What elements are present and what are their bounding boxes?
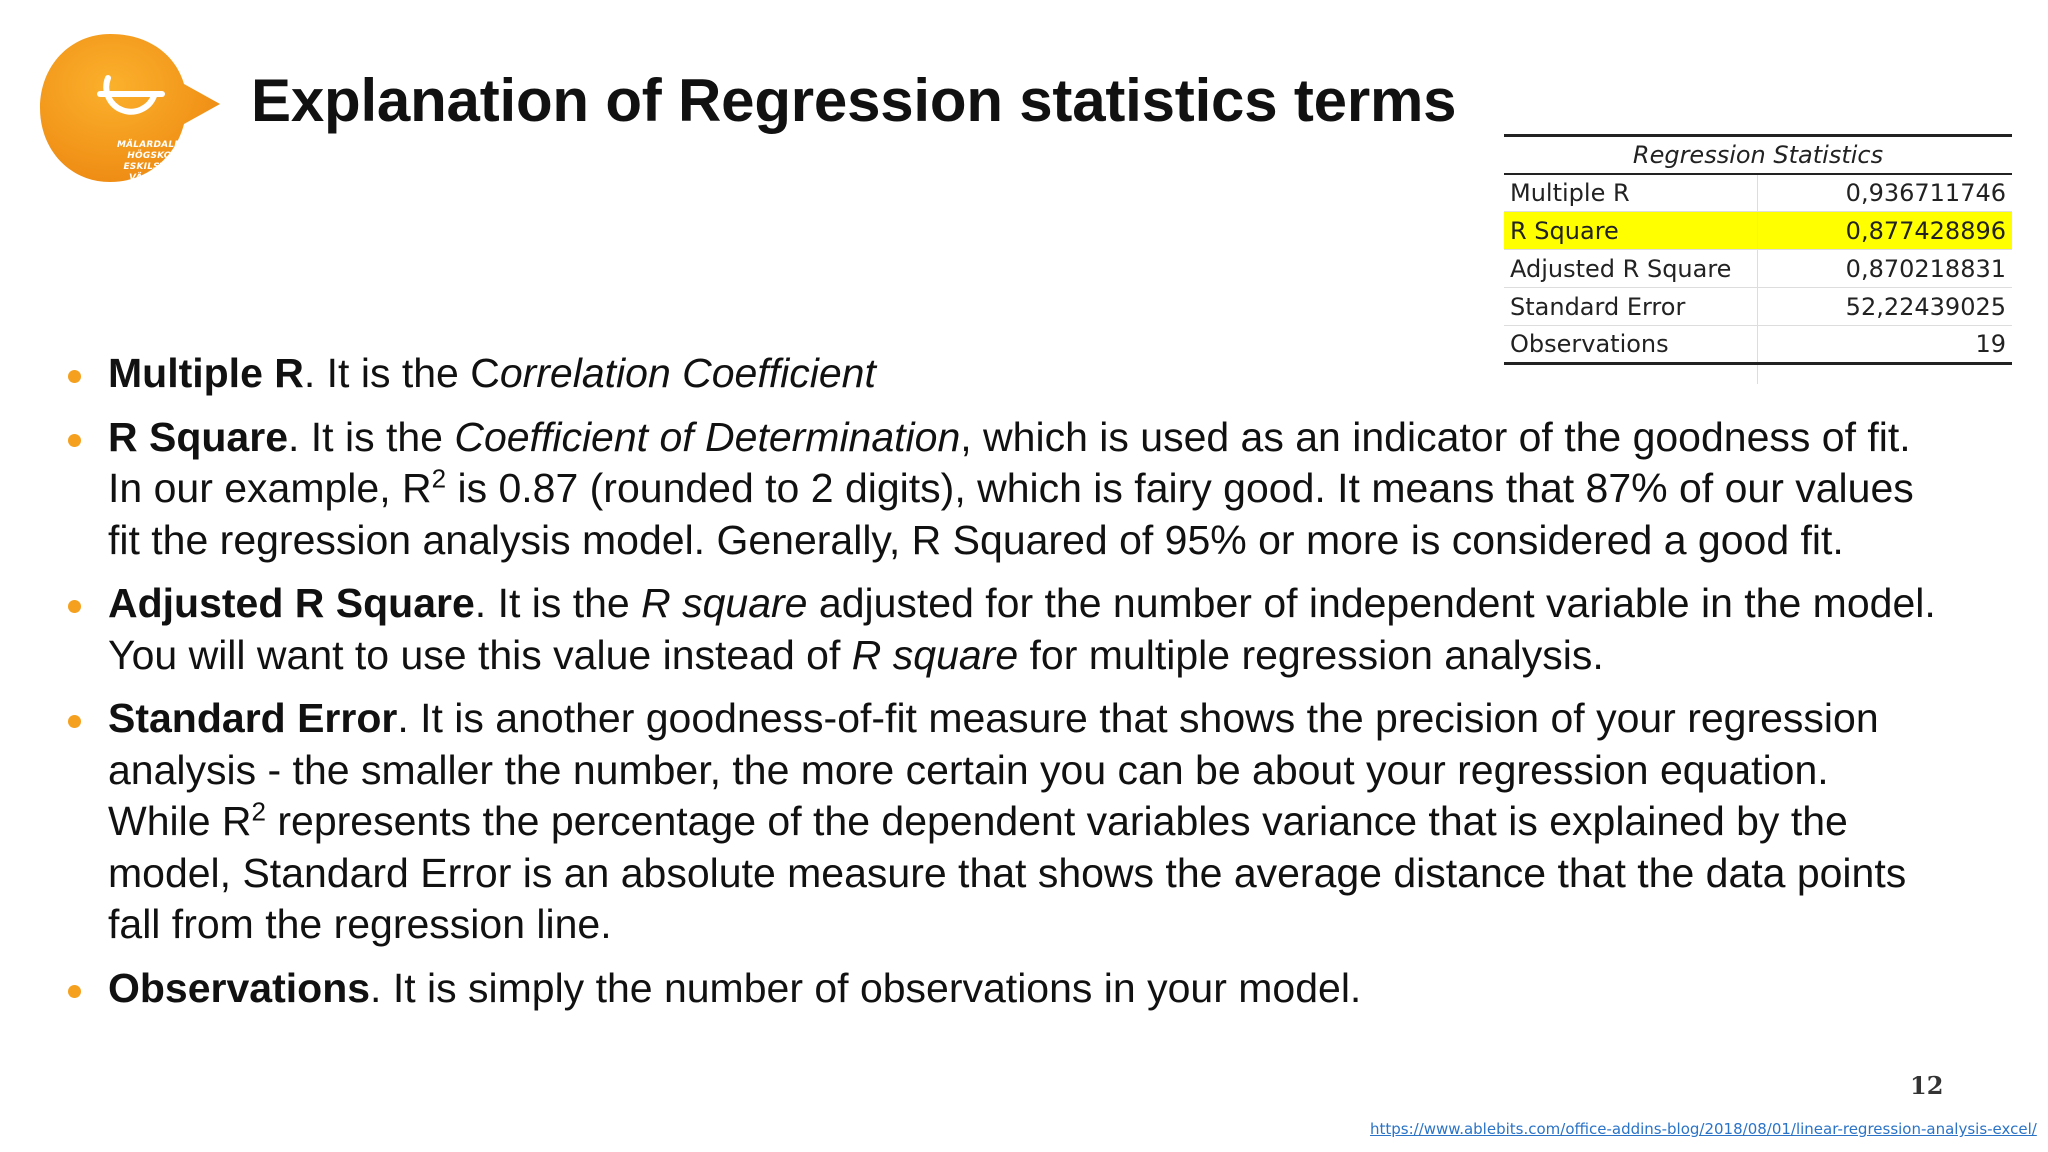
superscript: 2 (431, 463, 447, 494)
bullet-dot-icon (68, 985, 81, 998)
row-value: 19 (1757, 326, 2012, 364)
term-name: Adjusted R Square (108, 580, 475, 626)
term-name: R Square (108, 413, 288, 460)
table-header: Regression Statistics (1504, 136, 2012, 174)
logo-line-2: ESKILSTUNA VÄSTERÅS (123, 162, 189, 183)
row-label: R Square (1504, 212, 1757, 250)
term-text: is 0.87 (rounded to 2 digits), which is fairy good. It means that 87% of our values fit the regression analysis model. Generally, R Squared of 95% or more is considered a good fit. (108, 465, 1914, 563)
term-name: Observations (108, 964, 371, 1011)
term-name: Multiple R (108, 350, 304, 396)
term-emphasis: R square (851, 631, 1019, 678)
bullet-dot-icon (68, 434, 81, 447)
logo-text (96, 140, 216, 184)
source-link[interactable]: https://www.ablebits.com/office-addins-blog/2018/08/01/linear-regression-analysis-excel/ (1370, 1120, 2037, 1138)
row-label: Standard Error (1504, 288, 1757, 326)
term-text: . It is the (474, 580, 642, 626)
list-item (62, 578, 1942, 681)
list-item (62, 963, 1942, 1015)
term-emphasis: Coefficient of Determination (454, 413, 961, 460)
bullet-dot-icon (68, 600, 81, 613)
term-text: . It is another goodness-of-fit measure that shows the precision of your regression analysis - the smaller the number, the more certain you can be about your regression equation. While R (108, 695, 1879, 844)
row-label: Observations (1504, 326, 1757, 364)
table-row (1504, 288, 2012, 326)
logo-line-1: MÄLARDALENS HÖGSKOLA (116, 140, 196, 161)
page-number: 12 (1910, 1071, 1944, 1100)
row-value: 52,22439025 (1757, 288, 2012, 326)
term-text: for multiple regression analysis. (1018, 631, 1604, 678)
term-text: . It is the C (303, 350, 500, 396)
table-row (1504, 250, 2012, 288)
list-item (62, 412, 1942, 567)
list-item (62, 348, 1942, 400)
row-value: 0,877428896 (1757, 212, 2012, 250)
term-name: Standard Error (108, 695, 398, 741)
table-row (1504, 174, 2012, 212)
bullet-dot-icon (68, 370, 81, 383)
table-row-highlighted (1504, 212, 2012, 250)
term-text: . It is the (288, 413, 455, 460)
term-emphasis: orrelation Coefficient (499, 350, 876, 396)
bullet-dot-icon (68, 715, 81, 728)
table-header-row (1504, 136, 2012, 174)
term-list (62, 348, 1942, 1026)
term-text: , which is used as an indicator of the goodness of fit. In our example, R (108, 413, 1911, 511)
row-label: Adjusted R Square (1504, 250, 1757, 288)
university-logo (38, 32, 223, 184)
row-value: 0,870218831 (1757, 250, 2012, 288)
superscript: 2 (251, 796, 266, 827)
term-text: . It is simply the number of observations in your model. (370, 964, 1362, 1011)
page-title: Explanation of Regression statistics terms (251, 67, 1457, 134)
regression-statistics-table (1504, 134, 2012, 384)
term-text: adjusted for the number of independent variable in the model. You will want to use this value instead of (108, 580, 1936, 678)
term-text: represents the percentage of the dependent variables variance that is explained by the model, Standard Error is an absolute measure that shows the average distance that the data points fall from the regression line. (108, 798, 1907, 947)
term-emphasis: R square (641, 580, 808, 626)
row-value: 0,936711746 (1757, 174, 2012, 212)
list-item (62, 693, 1942, 951)
row-label: Multiple R (1504, 174, 1757, 212)
